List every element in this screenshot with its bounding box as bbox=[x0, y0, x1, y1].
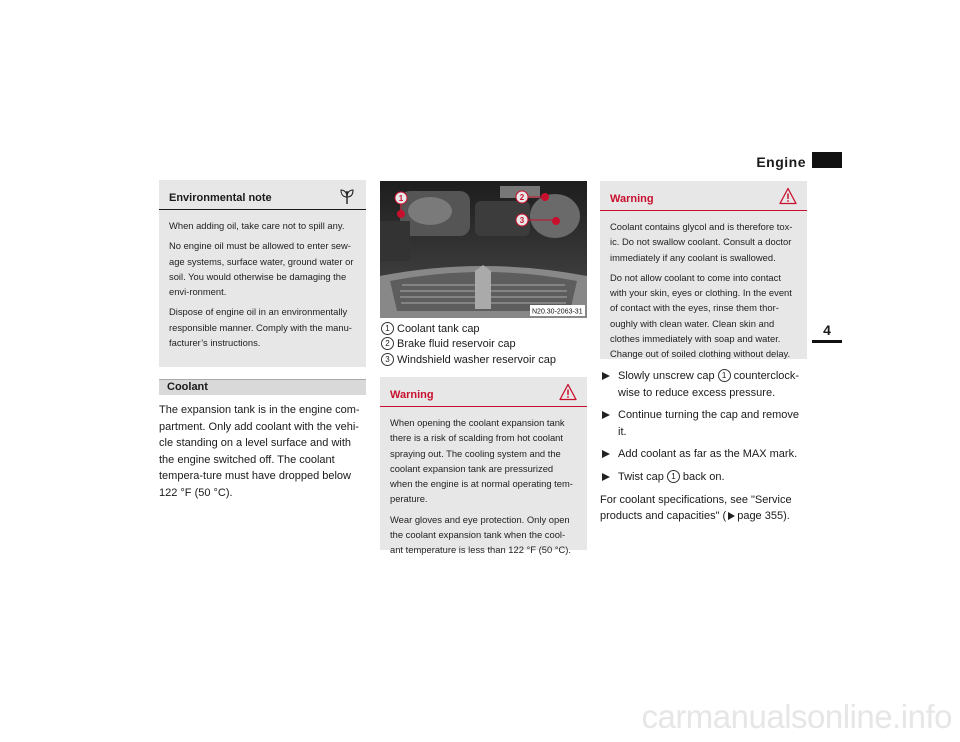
chapter-number: 4 bbox=[823, 322, 831, 338]
marker-2: 2 bbox=[519, 193, 525, 202]
note-paragraph: No engine oil must be allowed to enter sew-age systems, surface water, ground water or soil. You would otherwise be damaging the envi-ronment. bbox=[169, 240, 354, 298]
legend-item bbox=[381, 337, 587, 352]
engine-illustration bbox=[380, 181, 587, 318]
figure-legend bbox=[381, 322, 587, 368]
step-ref-number: 1 bbox=[718, 369, 731, 382]
figure-code: N20.30-2063-31 bbox=[532, 308, 583, 316]
specs-paragraph bbox=[600, 492, 810, 525]
chapter-tab-block bbox=[812, 152, 842, 168]
legend-label: Brake fluid reservoir cap bbox=[397, 338, 516, 351]
warning-icon bbox=[779, 187, 797, 205]
warning-title: Warning bbox=[610, 193, 654, 205]
note-paragraph: When adding oil, take care not to spill any. bbox=[169, 220, 345, 231]
warning-icon bbox=[559, 383, 577, 401]
section-heading-coolant: Coolant bbox=[159, 379, 366, 395]
legend-item bbox=[381, 353, 587, 368]
legend-label: Coolant tank cap bbox=[397, 323, 480, 335]
legend-number: 2 bbox=[381, 337, 394, 350]
legend-number: 1 bbox=[381, 322, 394, 335]
page-title: Engine bbox=[756, 154, 806, 170]
step-arrow-icon bbox=[602, 473, 610, 481]
instruction-step bbox=[600, 407, 810, 440]
warning-box-glycol bbox=[600, 181, 807, 359]
environmental-note-header bbox=[159, 180, 366, 209]
step-text: Add coolant as far as the MAX mark. bbox=[618, 448, 798, 461]
legend-item bbox=[381, 322, 587, 337]
warning-paragraph: Coolant contains glycol and is therefore tox-ic. Do not swallow coolant. Consult a doctor immediately if any coolant is swallowed. bbox=[610, 221, 793, 263]
instruction-step bbox=[600, 469, 810, 486]
warning-box-scalding bbox=[380, 377, 587, 556]
page-reference-link[interactable]: page 355 bbox=[737, 510, 784, 523]
instruction-list bbox=[600, 368, 810, 525]
step-arrow-icon bbox=[602, 411, 610, 419]
specs-text: ). bbox=[783, 510, 790, 523]
step-text: back on. bbox=[682, 470, 725, 483]
engine-compartment-photo bbox=[380, 181, 587, 318]
step-text: Continue turning the cap and remove it. bbox=[618, 409, 800, 438]
warning-paragraph: Do not allow coolant to come into contact with your skin, eyes or clothing. In the event of contact with the eyes, rinse them thor-oughly with clean water. Clean skin and clothes immediately with soap and water. Change out of soiled clothing without delay. bbox=[610, 271, 792, 360]
step-arrow-icon bbox=[602, 372, 610, 380]
environmental-note-title: Environmental note bbox=[169, 192, 272, 204]
marker-3: 3 bbox=[519, 216, 525, 225]
specs-text: For coolant specifications, see "Service products and capacities" ( bbox=[600, 493, 792, 523]
legend-number: 3 bbox=[381, 353, 394, 366]
page-reference-icon bbox=[728, 512, 735, 520]
warning-paragraph: Wear gloves and eye protection. Only open the coolant expansion tank when the cool-ant temperature is less than 122 °F (50 °C). bbox=[390, 513, 572, 556]
environmental-note-box bbox=[159, 180, 366, 367]
legend-label: Windshield washer reservoir cap bbox=[397, 353, 556, 366]
warning-header bbox=[600, 181, 807, 210]
step-text: Slowly unscrew cap bbox=[618, 370, 715, 382]
note-paragraph: Dispose of engine oil in an environmentally responsible manner. Comply with the manu-facturer’s instructions. bbox=[169, 306, 352, 349]
step-text: counterclock-wise to reduce excess pressure. bbox=[618, 370, 800, 399]
marker-1: 1 bbox=[398, 194, 404, 203]
warning-paragraph: When opening the coolant expansion tank there is a risk of scalding from hot coolant spraying out. The cooling system and the coolant expansion tank are pressurized when the engine is at normal operating tem-perature. bbox=[390, 417, 573, 505]
watermark: carmanualsonline.info bbox=[641, 698, 952, 735]
step-ref-number: 1 bbox=[667, 470, 680, 483]
step-arrow-icon bbox=[602, 450, 610, 458]
instruction-step bbox=[600, 368, 810, 401]
warning-header bbox=[380, 377, 587, 406]
step-text: Twist cap bbox=[618, 470, 664, 483]
instruction-step bbox=[600, 446, 810, 463]
warning-title: Warning bbox=[390, 389, 434, 401]
chapter-marker-line bbox=[812, 340, 842, 343]
environment-icon bbox=[339, 187, 355, 205]
coolant-intro-paragraph: The expansion tank is in the engine com-partment. Only add coolant with the vehi-cle standing on a level surface and with the engine switched off. The coolant tempera-ture must have dropped below 122 °F (50 °C). bbox=[159, 404, 360, 499]
